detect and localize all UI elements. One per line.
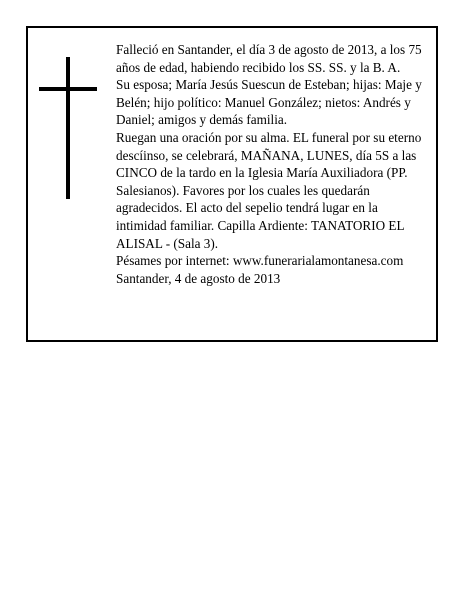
family-list: Su esposa; María Jesús Suescun de Esteban; hijas: Maje y Belén; hijo político: Manuel González; nietos: Andrés y Daniel; amigos y demás familia. xyxy=(116,77,422,128)
funeral-details: Ruegan una oración por su alma. EL funeral por su eterno descíinso, se celebrará, MAÑANA, LUNES, día 5S a las CINCO de la tardo en la Iglesia María Auxiliadora (PP. Salesianos). Favores por los cuales les quedarán agradecidos. El acto del sepelio tendrá lugar en la intimidad familiar. Capilla Ardiente: TANATORIO EL ALISAL - (Sala 3). xyxy=(116,129,422,251)
obituary-text xyxy=(116,41,424,287)
obituary-notice xyxy=(26,26,438,342)
notice-date: Santander, 4 de agosto de 2013 xyxy=(116,270,281,286)
condolences-website: Pésames por internet: www.funerarialamontanesa.com xyxy=(116,253,404,269)
latin-cross-icon xyxy=(39,57,97,199)
death-announcement: Falleció en Santander, el día 3 de agosto de 2013, a los 75 años de edad, habiendo recibido los SS. SS. y la B. A. xyxy=(116,42,422,75)
cross-horizontal-bar xyxy=(39,87,97,91)
cross-vertical-bar xyxy=(66,57,70,199)
